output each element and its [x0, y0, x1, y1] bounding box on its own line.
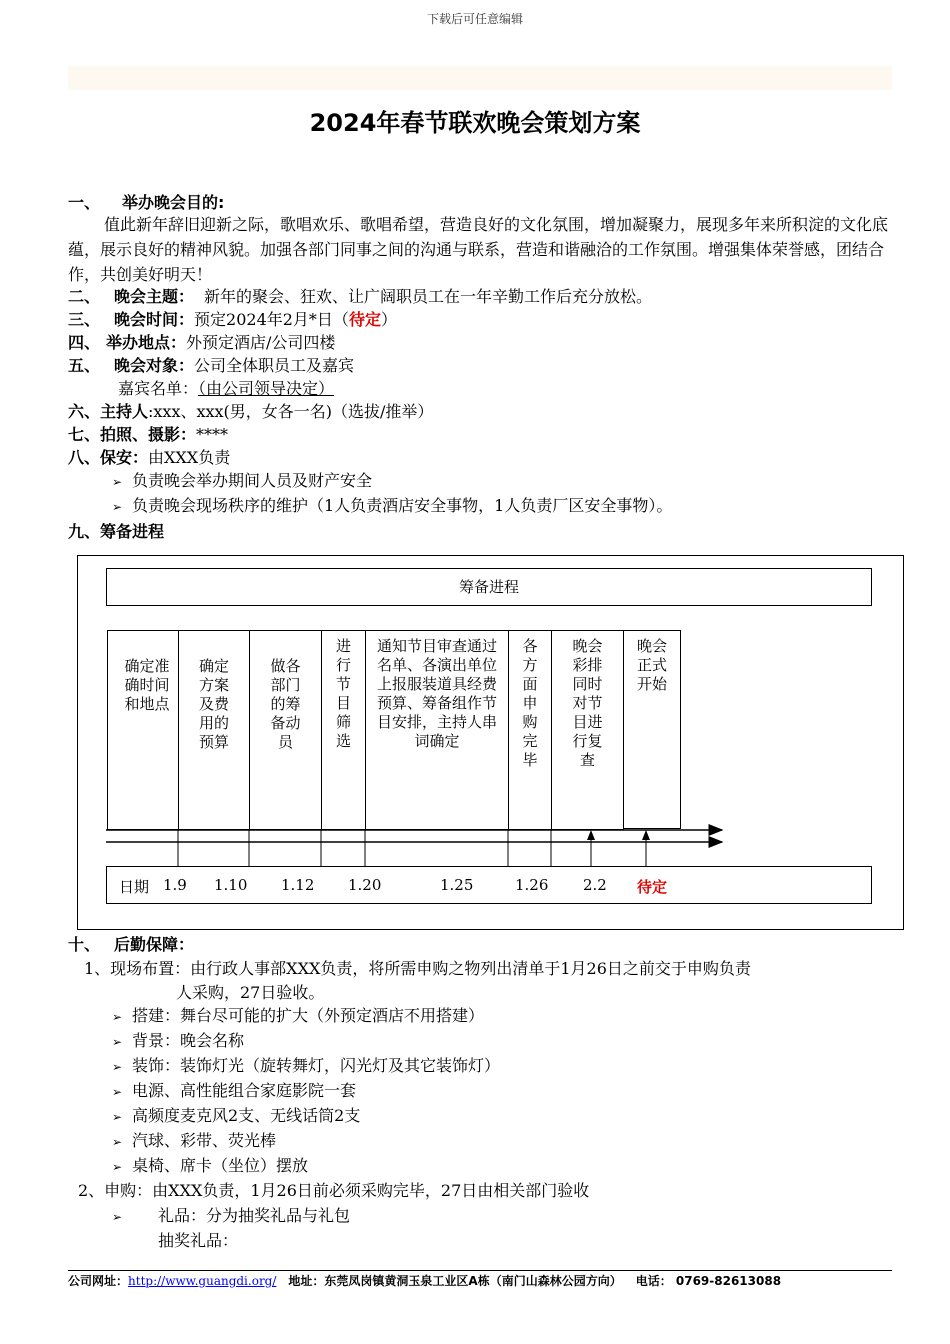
flow-header: 筹备进程	[106, 568, 872, 606]
section-7: 七、拍照、摄影：****	[68, 425, 229, 444]
logistics-item-1-cont: 人采购，27日验收。	[176, 983, 325, 1002]
flow-step: 进行节目筛选	[321, 630, 366, 830]
list-item: ➢ 负责晚会举办期间人员及财产安全	[112, 469, 372, 494]
section-8: 八、保安：由XXX负责	[68, 448, 231, 467]
header-note: 下载后可任意编辑	[426, 12, 523, 26]
arrow-bullet-icon: ➢	[112, 500, 123, 514]
list-item: ➢ 礼品：分为抽奖礼品与礼包	[112, 1204, 350, 1229]
list-item: ➢ 桌椅、席卡（坐位）摆放	[112, 1154, 308, 1179]
list-item: ➢ 装饰：装饰灯光（旋转舞灯，闪光灯及其它装饰灯）	[112, 1054, 500, 1079]
list-item: ➢ 负责晚会现场秩序的维护（1人负责酒店安全事物，1人负责厂区安全事物）。	[112, 494, 672, 519]
date-value: 1.10	[214, 876, 248, 894]
section-1-paragraph: 值此新年辞旧迎新之际，歌唱欢乐、歌唱希望，营造良好的文化氛围，增加凝聚力，展现多年来所积淀的文化底蕴，展示良好的精神风貌。加强各部门同事之间的沟通与联系，营造和谐融洽的工作氛围。增强集体荣誉感，团结合作，共创美好明天！	[68, 215, 889, 284]
section-5: 五、 晚会对象：公司全体职员工及嘉宾	[68, 356, 355, 375]
arrow-bullet-icon: ➢	[112, 1060, 123, 1074]
flow-step: 晚会正式开始	[623, 630, 681, 829]
arrow-bullet-icon: ➢	[112, 1160, 123, 1174]
arrow-bullet-icon: ➢	[112, 1010, 123, 1024]
company-website-link[interactable]: http://www.guangdi.org/	[128, 1274, 277, 1288]
flow-step: 通知节目审查通过名单、各演出单位上报服装道具经费预算、筹备组作节目安排，主持人串词确定	[365, 630, 509, 830]
footer-divider	[68, 1270, 892, 1271]
guest-list: 嘉宾名单：（由公司领导决定）	[118, 379, 335, 398]
date-value: 1.9	[163, 876, 187, 894]
date-bar	[106, 866, 872, 904]
logistics-item-1: 1、现场布置：由行政人事部XXX负责，将所需申购之物列出清单于1月26日之前交于申购负责	[84, 959, 751, 978]
arrow-bullet-icon: ➢	[112, 475, 123, 489]
section-3: 三、 晚会时间：预定2024年2月*日（待定）	[68, 310, 397, 329]
flow-step: 确定准确时间和地点	[107, 630, 179, 830]
page-title: 2024年春节联欢晚会策划方案	[309, 109, 641, 137]
section-10-heading: 十、 后勤保障：	[68, 935, 195, 954]
date-value-pending: 待定	[637, 878, 668, 896]
flow-step: 做各部门的筹备动员	[249, 630, 322, 830]
date-value: 1.12	[281, 876, 315, 894]
list-item: ➢ 汽球、彩带、荧光棒	[112, 1129, 276, 1154]
section-2: 二、 晚会主题： 新年的聚会、狂欢、让广阔职员工在一年辛勤工作后充分放松。	[68, 287, 653, 306]
arrow-bullet-icon: ➢	[112, 1210, 123, 1224]
list-item: ➢ 高频度麦克风2支、无线话筒2支	[112, 1104, 360, 1129]
logistics-item-2: 2、申购：由XXX负责，1月26日前必须采购完毕，27日由相关部门验收	[78, 1181, 590, 1200]
timeline-arrows	[100, 818, 740, 870]
arrow-bullet-icon: ➢	[112, 1085, 123, 1099]
date-value: 2.2	[583, 876, 607, 894]
date-value: 1.26	[515, 876, 549, 894]
list-item: ➢ 搭建：舞台尽可能的扩大（外预定酒店不用搭建）	[112, 1004, 484, 1029]
section-4: 四、 举办地点：外预定酒店/公司四楼	[68, 333, 336, 352]
flow-step: 确定方案及费用的预算	[178, 630, 250, 830]
flow-step: 各方面申购完毕	[508, 630, 552, 830]
pending-badge: 待定	[348, 310, 381, 329]
section-6: 六、主持人:xxx、xxx(男，女各一名)（选拔/推举）	[68, 402, 434, 421]
header-band	[68, 66, 892, 90]
list-item: ➢ 电源、高性能组合家庭影院一套	[112, 1079, 356, 1104]
arrow-bullet-icon: ➢	[112, 1110, 123, 1124]
footer: 公司网址：http://www.guangdi.org/ 地址：东莞凤岗镇黄洞玉泉工业区A栋（南门山森林公园方向） 电话： 0769-82613088	[68, 1274, 782, 1288]
arrow-bullet-icon: ➢	[112, 1135, 123, 1149]
section-9-heading: 九、筹备进程	[68, 522, 165, 541]
flow-step: 晚会彩排同时对节目进行复查	[551, 630, 624, 830]
arrow-bullet-icon: ➢	[112, 1035, 123, 1049]
section-1-heading: 一、 举办晚会目的:	[68, 193, 225, 212]
list-item: ➢ 背景：晚会名称	[112, 1029, 244, 1054]
date-value: 1.25	[440, 876, 474, 894]
date-label: 日期	[119, 878, 150, 896]
lottery-label: 抽奖礼品：	[158, 1231, 239, 1250]
date-value: 1.20	[348, 876, 382, 894]
